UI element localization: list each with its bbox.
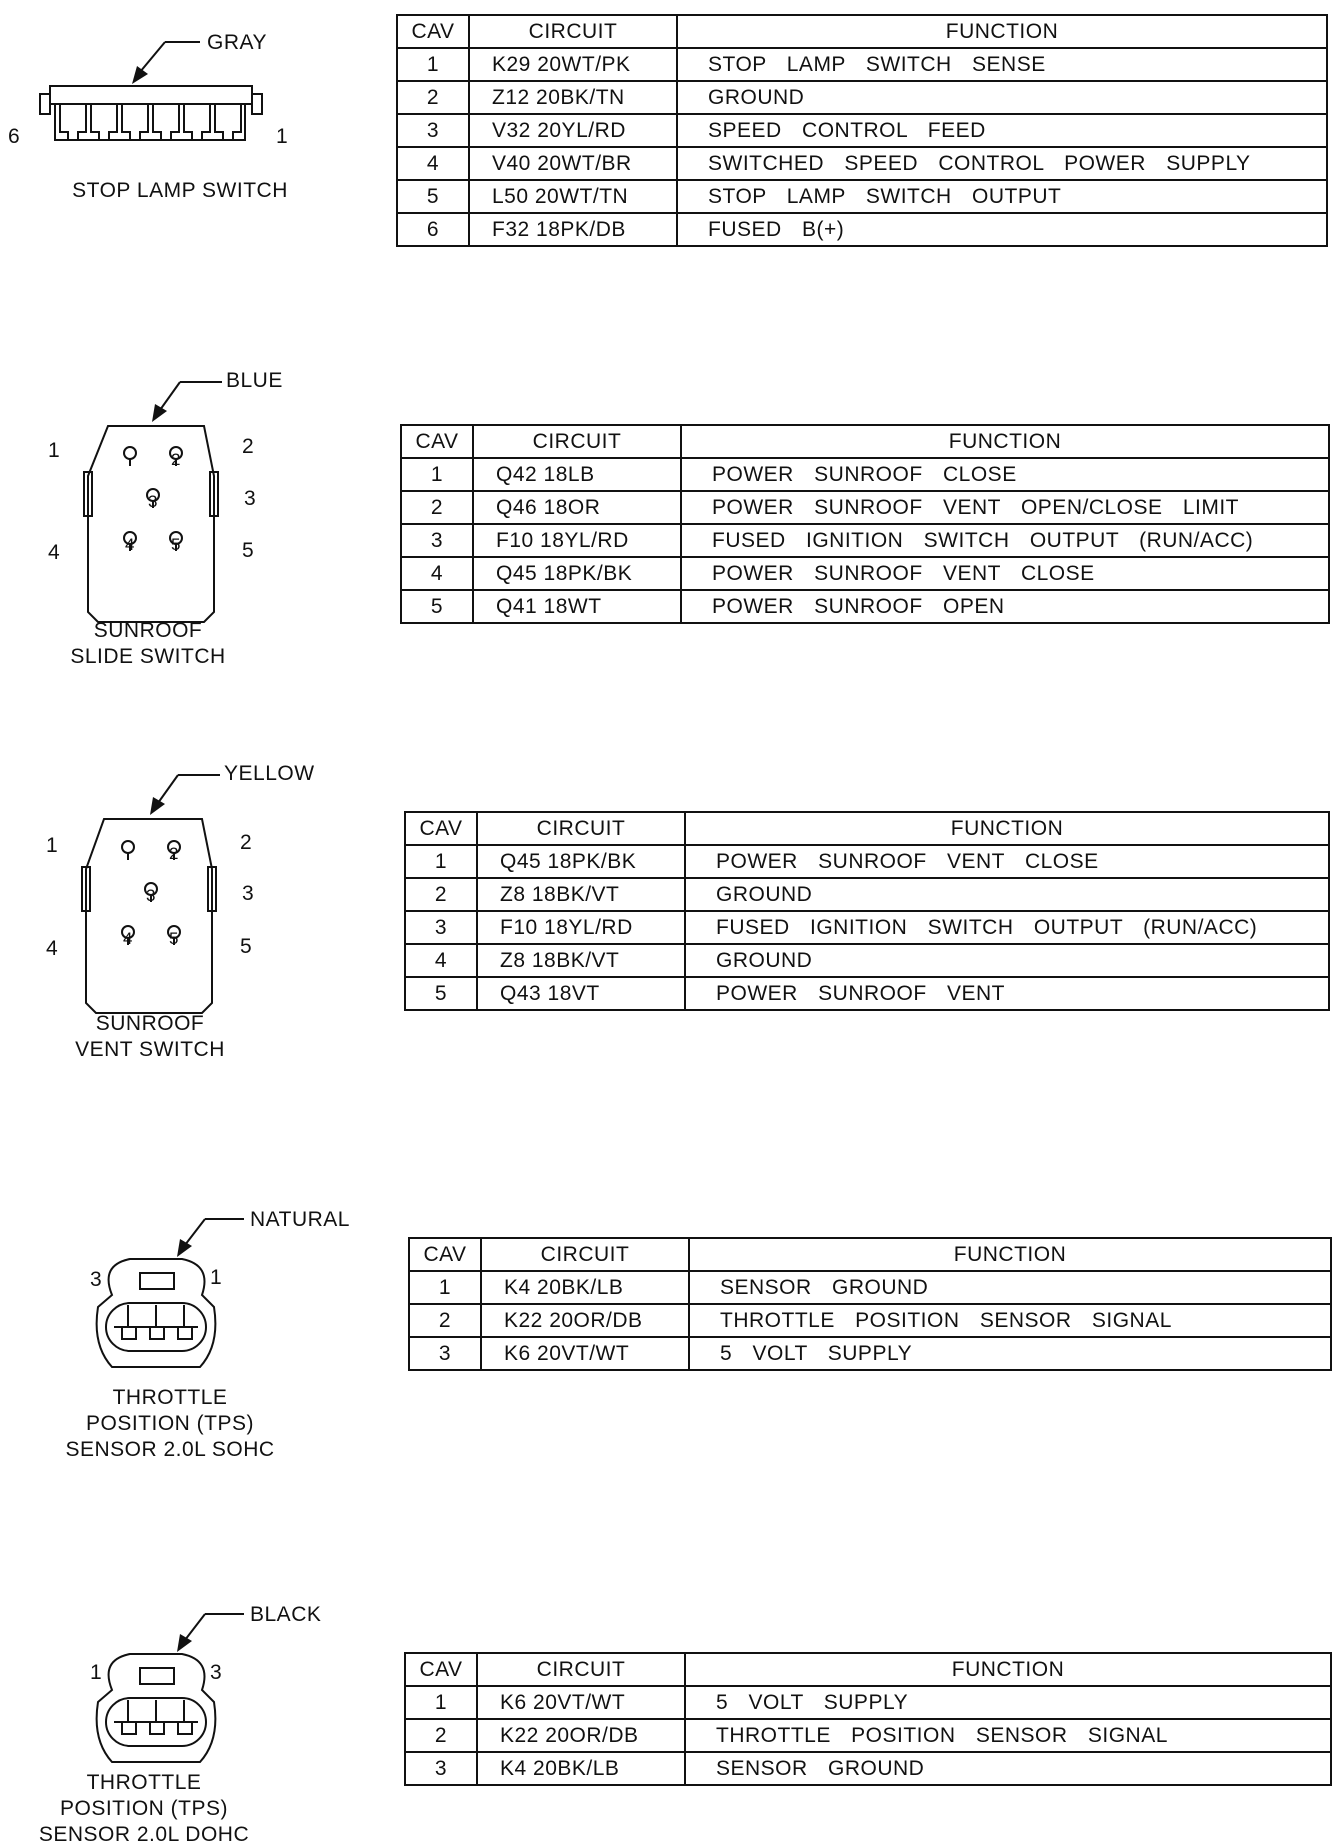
pin-label-4: 4 — [48, 541, 61, 564]
connector-color-label: BLUE — [226, 369, 283, 392]
pin-label-5: 5 — [240, 935, 253, 958]
table-row — [397, 147, 1327, 180]
function-cell: SPEED CONTROL FEED — [677, 114, 1327, 147]
cav-cell: 3 — [405, 911, 477, 944]
header-circuit: CIRCUIT — [473, 425, 681, 458]
circuit-cell: Q41 18WT — [473, 590, 681, 623]
cav-cell: 5 — [405, 977, 477, 1010]
pin-label-1: 1 — [210, 1266, 223, 1289]
cav-cell: 6 — [397, 213, 469, 246]
pin-label-3: 3 — [90, 1268, 103, 1291]
table-header-row — [401, 425, 1329, 458]
table-header-row — [405, 812, 1329, 845]
pin-number-in-cavity: 3 — [146, 886, 156, 905]
function-cell: 5 VOLT SUPPLY — [689, 1337, 1331, 1370]
table-row — [401, 491, 1329, 524]
circuit-cell: K22 20OR/DB — [477, 1719, 685, 1752]
connector-caption: STOP LAMP SWITCH — [72, 179, 288, 202]
circuit-cell: L50 20WT/TN — [469, 180, 677, 213]
pinout-table — [396, 14, 1328, 247]
function-cell: STOP LAMP SWITCH SENSE — [677, 48, 1327, 81]
function-cell: POWER SUNROOF VENT — [685, 977, 1329, 1010]
circuit-cell: Q45 18PK/BK — [477, 845, 685, 878]
cav-cell: 2 — [405, 1719, 477, 1752]
connector-caption: POSITION (TPS) — [85, 1412, 254, 1435]
cav-cell: 3 — [401, 524, 473, 557]
table-row — [405, 977, 1329, 1010]
pin-label-1: 1 — [46, 834, 59, 857]
circuit-cell: F32 18PK/DB — [469, 213, 677, 246]
function-cell: SWITCHED SPEED CONTROL POWER SUPPLY — [677, 147, 1327, 180]
pin-label-1: 1 — [276, 125, 289, 148]
cav-cell: 4 — [405, 944, 477, 977]
pin-number-in-cavity: 4 — [125, 535, 135, 554]
circuit-cell: K4 20BK/LB — [477, 1752, 685, 1785]
connector-caption: SENSOR 2.0L SOHC — [65, 1438, 275, 1461]
circuit-cell: F10 18YL/RD — [477, 911, 685, 944]
function-cell: GROUND — [677, 81, 1327, 114]
connector-caption: POSITION (TPS) — [59, 1797, 228, 1820]
header-cav: CAV — [405, 812, 477, 845]
circuit-cell: V32 20YL/RD — [469, 114, 677, 147]
header-function: FUNCTION — [685, 1653, 1331, 1686]
pin-label-2: 2 — [240, 831, 253, 854]
function-cell: GROUND — [685, 878, 1329, 911]
pin-number-in-cavity: 5 — [169, 929, 179, 948]
function-cell: FUSED IGNITION SWITCH OUTPUT (RUN/ACC) — [681, 524, 1329, 557]
table-row — [401, 590, 1329, 623]
pin-number-in-cavity: 5 — [171, 535, 181, 554]
connector-caption: SLIDE SWITCH — [70, 645, 226, 668]
function-cell: THROTTLE POSITION SENSOR SIGNAL — [689, 1304, 1331, 1337]
cav-cell: 3 — [397, 114, 469, 147]
circuit-cell: Q46 18OR — [473, 491, 681, 524]
table-row — [405, 878, 1329, 911]
table-row — [401, 524, 1329, 557]
cav-cell: 1 — [401, 458, 473, 491]
header-function: FUNCTION — [685, 812, 1329, 845]
pin-label-3: 3 — [210, 1661, 223, 1684]
pin-label-4: 4 — [46, 937, 59, 960]
cav-cell: 2 — [401, 491, 473, 524]
function-cell: FUSED B(+) — [677, 213, 1327, 246]
table-row — [405, 911, 1329, 944]
table-row — [397, 213, 1327, 246]
cav-cell: 4 — [397, 147, 469, 180]
circuit-cell: Q42 18LB — [473, 458, 681, 491]
table-row — [405, 1752, 1331, 1785]
table-row — [397, 180, 1327, 213]
function-cell: POWER SUNROOF VENT OPEN/CLOSE LIMIT — [681, 491, 1329, 524]
cav-cell: 1 — [397, 48, 469, 81]
table-row — [409, 1304, 1331, 1337]
cav-cell: 1 — [405, 1686, 477, 1719]
header-circuit: CIRCUIT — [481, 1238, 689, 1271]
header-function: FUNCTION — [677, 15, 1327, 48]
table-row — [397, 114, 1327, 147]
cav-cell: 1 — [405, 845, 477, 878]
function-cell: POWER SUNROOF OPEN — [681, 590, 1329, 623]
circuit-cell: K22 20OR/DB — [481, 1304, 689, 1337]
cav-cell: 3 — [409, 1337, 481, 1370]
connector-caption: THROTTLE — [112, 1386, 228, 1409]
pinout-table — [404, 811, 1330, 1011]
table-row — [397, 48, 1327, 81]
circuit-cell: Z8 18BK/VT — [477, 944, 685, 977]
function-cell: POWER SUNROOF CLOSE — [681, 458, 1329, 491]
function-cell: STOP LAMP SWITCH OUTPUT — [677, 180, 1327, 213]
pin-number-in-cavity: 2 — [171, 450, 181, 469]
function-cell: SENSOR GROUND — [685, 1752, 1331, 1785]
pinout-table — [404, 1652, 1332, 1786]
table-row — [409, 1271, 1331, 1304]
header-cav: CAV — [409, 1238, 481, 1271]
header-cav: CAV — [405, 1653, 477, 1686]
circuit-cell: K6 20VT/WT — [477, 1686, 685, 1719]
table-row — [405, 944, 1329, 977]
circuit-cell: V40 20WT/BR — [469, 147, 677, 180]
header-function: FUNCTION — [689, 1238, 1331, 1271]
connector-caption: SUNROOF — [95, 1012, 205, 1035]
table-row — [401, 557, 1329, 590]
header-circuit: CIRCUIT — [469, 15, 677, 48]
connector-color-label: GRAY — [207, 31, 267, 54]
header-cav: CAV — [401, 425, 473, 458]
cav-cell: 1 — [409, 1271, 481, 1304]
circuit-cell: K6 20VT/WT — [481, 1337, 689, 1370]
pin-number-in-cavity: 4 — [123, 929, 133, 948]
connector-color-label: BLACK — [250, 1603, 322, 1626]
table-header-row — [405, 1653, 1331, 1686]
table-row — [405, 845, 1329, 878]
function-cell: POWER SUNROOF VENT CLOSE — [681, 557, 1329, 590]
function-cell: 5 VOLT SUPPLY — [685, 1686, 1331, 1719]
circuit-cell: Q45 18PK/BK — [473, 557, 681, 590]
pin-label-1: 1 — [90, 1661, 103, 1684]
pin-number-in-cavity: 2 — [169, 844, 179, 863]
cav-cell: 5 — [401, 590, 473, 623]
function-cell: THROTTLE POSITION SENSOR SIGNAL — [685, 1719, 1331, 1752]
circuit-cell: K29 20WT/PK — [469, 48, 677, 81]
circuit-cell: Z8 18BK/VT — [477, 878, 685, 911]
function-cell: FUSED IGNITION SWITCH OUTPUT (RUN/ACC) — [685, 911, 1329, 944]
table-header-row — [397, 15, 1327, 48]
connector-caption: VENT SWITCH — [75, 1038, 225, 1061]
pin-label-1: 1 — [48, 439, 61, 462]
pin-label-6: 6 — [8, 125, 21, 148]
header-cav: CAV — [397, 15, 469, 48]
cav-cell: 3 — [405, 1752, 477, 1785]
connector-color-label: YELLOW — [224, 762, 315, 785]
connector-caption: SUNROOF — [93, 619, 203, 642]
connector-caption: THROTTLE — [86, 1771, 202, 1794]
pin-number-in-cavity: 3 — [148, 492, 158, 511]
circuit-cell: Z12 20BK/TN — [469, 81, 677, 114]
pin-label-2: 2 — [242, 435, 255, 458]
pinout-table — [408, 1237, 1332, 1371]
header-function: FUNCTION — [681, 425, 1329, 458]
function-cell: POWER SUNROOF VENT CLOSE — [685, 845, 1329, 878]
connector-color-label: NATURAL — [250, 1208, 350, 1231]
pin-label-3: 3 — [242, 882, 255, 905]
table-row — [405, 1686, 1331, 1719]
table-row — [401, 458, 1329, 491]
circuit-cell: F10 18YL/RD — [473, 524, 681, 557]
cav-cell: 2 — [409, 1304, 481, 1337]
table-header-row — [409, 1238, 1331, 1271]
table-row — [405, 1719, 1331, 1752]
pinout-table — [400, 424, 1330, 624]
cav-cell: 5 — [397, 180, 469, 213]
function-cell: GROUND — [685, 944, 1329, 977]
table-row — [397, 81, 1327, 114]
connector-caption: SENSOR 2.0L DOHC — [38, 1823, 250, 1846]
function-cell: SENSOR GROUND — [689, 1271, 1331, 1304]
header-circuit: CIRCUIT — [477, 1653, 685, 1686]
circuit-cell: K4 20BK/LB — [481, 1271, 689, 1304]
cav-cell: 2 — [405, 878, 477, 911]
table-row — [409, 1337, 1331, 1370]
pin-label-5: 5 — [242, 539, 255, 562]
circuit-cell: Q43 18VT — [477, 977, 685, 1010]
pin-label-3: 3 — [244, 487, 257, 510]
cav-cell: 2 — [397, 81, 469, 114]
header-circuit: CIRCUIT — [477, 812, 685, 845]
cav-cell: 4 — [401, 557, 473, 590]
